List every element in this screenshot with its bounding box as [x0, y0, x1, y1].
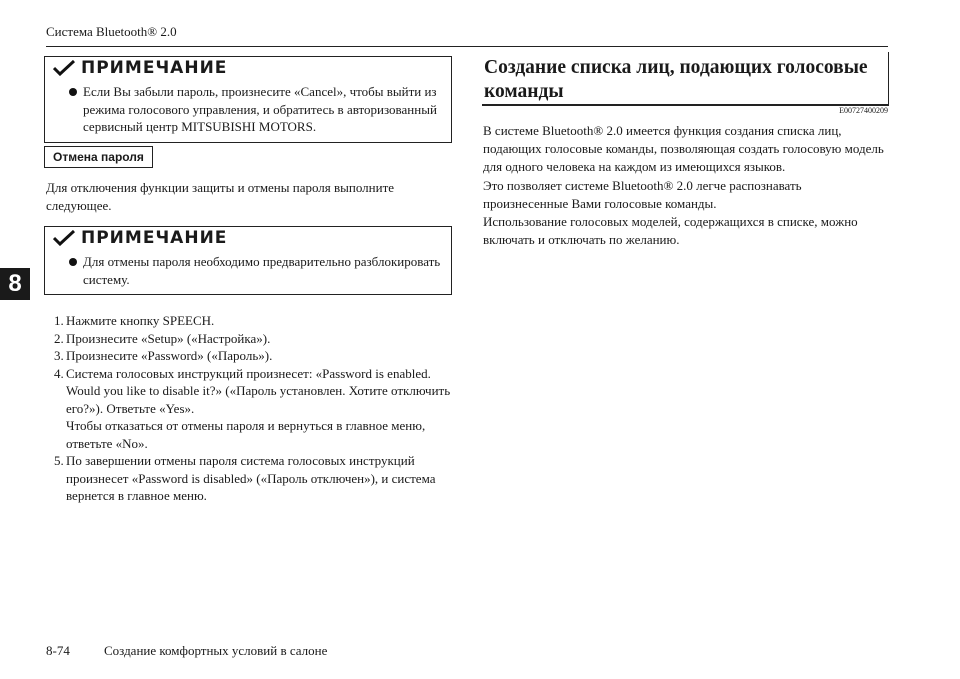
note-text: Для отмены пароля необходимо предварительно разблокировать систему. — [83, 254, 441, 287]
section-paragraph: В системе Bluetooth® 2.0 имеется функция создания списка лиц, подающих голосовые команды, позволяющая создать голосовую модель для одного человека на каждом из имеющихся языков. — [483, 123, 884, 175]
list-item — [54, 312, 454, 330]
step-number: 4. — [54, 365, 64, 381]
section-paragraph: Это позволяет системе Bluetooth® 2.0 легче распознавать произнесенные Вами голосовые команды. — [483, 177, 802, 211]
note-box-unlock — [44, 226, 452, 295]
intro-paragraph: Для отключения функции защиты и отмены пароля выполните следующее. — [46, 180, 395, 213]
steps-list — [54, 312, 454, 505]
note-header — [45, 227, 451, 249]
note-text: Если Вы забыли пароль, произнесите «Cancel», чтобы выйти из режима голосового управления, и обратитесь в авторизованный сервисный центр MITSUBISHI MOTORS. — [83, 84, 437, 134]
step-text: Произнесите «Password» («Пароль»). — [66, 348, 273, 363]
header-divider — [46, 46, 888, 47]
note-body — [45, 79, 451, 142]
list-item — [54, 365, 454, 453]
chapter-tab: 8 — [0, 268, 30, 300]
step-extra-text: Чтобы отказаться от отмены пароля и вернуться в главное меню, ответьте «No». — [66, 418, 426, 451]
page-number: 8-74 — [46, 643, 70, 658]
section-paragraph: Использование голосовых моделей, содержащихся в списке, можно включать и отключать по желанию. — [483, 214, 858, 248]
running-header: Система Bluetooth® 2.0 — [46, 24, 177, 39]
checkmark-icon — [53, 230, 75, 246]
note-header — [45, 57, 451, 79]
step-text: Произнесите «Setup» («Настройка»). — [66, 330, 271, 346]
bullet-icon — [69, 258, 77, 266]
list-item — [54, 330, 454, 348]
step-text: Система голосовых инструкций произнесет: «Password is enabled. Would you like to disable it?» («Пароль установлен. Хотите отключить его?»). Ответьте «Yes». — [66, 365, 451, 416]
note-title: ПРИМЕЧАНИЕ — [81, 228, 228, 248]
step-number: 3. — [54, 348, 64, 363]
bullet-icon — [69, 88, 77, 96]
note-title: ПРИМЕЧАНИЕ — [81, 58, 228, 78]
section-code: E00727400209 — [839, 106, 888, 115]
step-number: 1. — [54, 313, 64, 328]
step-text: По завершении отмены пароля система голосовых инструкций произнесет «Password is disabled» («Пароль отключен»), и система вернется в главное меню. — [66, 453, 436, 503]
list-item — [54, 347, 454, 365]
step-number: 2. — [54, 330, 64, 346]
section-title: Создание списка лиц, подающих голосовые команды — [484, 57, 868, 102]
section-body — [483, 122, 888, 249]
footer-title: Создание комфортных условий в салоне — [104, 643, 328, 658]
note-box-forgot-password — [44, 56, 452, 143]
step-number: 5. — [54, 453, 64, 468]
note-body — [45, 249, 451, 294]
checkmark-icon — [53, 60, 75, 76]
subheading-cancel-password: Отмена пароля — [44, 146, 153, 168]
list-item — [54, 452, 454, 505]
step-text: Нажмите кнопку SPEECH. — [66, 313, 215, 328]
